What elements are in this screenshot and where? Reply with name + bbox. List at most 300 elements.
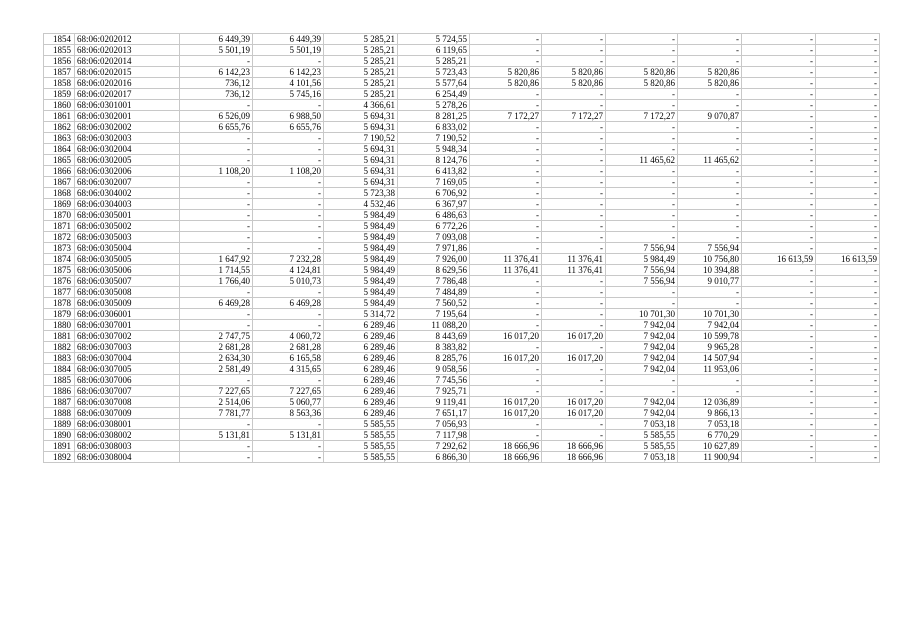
value-cell: - xyxy=(180,133,253,144)
value-cell: - xyxy=(253,243,324,254)
value-cell: - xyxy=(742,56,816,67)
value-cell: 7 926,00 xyxy=(398,254,470,265)
value-cell: 4 060,72 xyxy=(253,331,324,342)
value-cell: 7 056,93 xyxy=(398,419,470,430)
value-cell: 8 281,25 xyxy=(398,111,470,122)
value-cell: 6 165,58 xyxy=(253,353,324,364)
value-cell: 10 599,78 xyxy=(678,331,742,342)
value-cell: - xyxy=(742,100,816,111)
row-number-cell: 1878 xyxy=(44,298,75,309)
value-cell: 5 694,31 xyxy=(324,166,398,177)
value-cell: - xyxy=(606,386,678,397)
value-cell: - xyxy=(742,298,816,309)
value-cell: 11 465,62 xyxy=(678,155,742,166)
value-cell: - xyxy=(678,34,742,45)
value-cell: 5 724,55 xyxy=(398,34,470,45)
cadastral-code-cell: 68:06:0307009 xyxy=(75,408,180,419)
value-cell: 7 560,52 xyxy=(398,298,470,309)
row-number-cell: 1864 xyxy=(44,144,75,155)
value-cell: - xyxy=(816,188,880,199)
value-cell: 6 142,23 xyxy=(180,67,253,78)
value-cell: - xyxy=(542,56,606,67)
value-cell: - xyxy=(678,166,742,177)
value-cell: - xyxy=(742,386,816,397)
table-row xyxy=(44,397,880,408)
value-cell: - xyxy=(606,122,678,133)
value-cell: 8 285,76 xyxy=(398,353,470,364)
cadastral-code-cell: 68:06:0302007 xyxy=(75,177,180,188)
value-cell: - xyxy=(816,199,880,210)
value-cell: 6 486,63 xyxy=(398,210,470,221)
value-cell: 6 289,46 xyxy=(324,353,398,364)
value-cell: 5 285,21 xyxy=(398,56,470,67)
value-cell: - xyxy=(606,34,678,45)
value-cell: 7 172,27 xyxy=(606,111,678,122)
value-cell: - xyxy=(253,188,324,199)
value-cell: 6 289,46 xyxy=(324,331,398,342)
value-cell: 5 501,19 xyxy=(253,45,324,56)
value-cell: 10 701,30 xyxy=(678,309,742,320)
table-row xyxy=(44,408,880,419)
value-cell: - xyxy=(542,375,606,386)
value-cell: 7 942,04 xyxy=(606,331,678,342)
cadastral-code-cell: 68:06:0302003 xyxy=(75,133,180,144)
value-cell: - xyxy=(816,441,880,452)
value-cell: - xyxy=(470,276,542,287)
value-cell: 16 613,59 xyxy=(742,254,816,265)
value-cell: 5 285,21 xyxy=(324,67,398,78)
cadastral-code-cell: 68:06:0307004 xyxy=(75,353,180,364)
value-cell: 7 195,64 xyxy=(398,309,470,320)
value-cell: 7 556,94 xyxy=(606,243,678,254)
value-cell: 736,12 xyxy=(180,89,253,100)
value-cell: - xyxy=(742,375,816,386)
value-cell: - xyxy=(742,166,816,177)
value-cell: 6 119,65 xyxy=(398,45,470,56)
value-cell: 5 820,86 xyxy=(542,67,606,78)
value-cell: 16 017,20 xyxy=(470,397,542,408)
value-cell: - xyxy=(742,419,816,430)
value-cell: - xyxy=(678,210,742,221)
value-cell: - xyxy=(606,56,678,67)
value-cell: - xyxy=(816,133,880,144)
value-cell: - xyxy=(742,309,816,320)
value-cell: 5 820,86 xyxy=(470,78,542,89)
value-cell: 7 292,62 xyxy=(398,441,470,452)
cadastral-code-cell: 68:06:0202012 xyxy=(75,34,180,45)
value-cell: 5 285,21 xyxy=(324,56,398,67)
value-cell: 4 124,81 xyxy=(253,265,324,276)
row-number-cell: 1872 xyxy=(44,232,75,243)
value-cell: - xyxy=(470,375,542,386)
value-cell: 11 376,41 xyxy=(542,265,606,276)
cadastral-code-cell: 68:06:0305008 xyxy=(75,287,180,298)
value-cell: 7 484,89 xyxy=(398,287,470,298)
value-cell: - xyxy=(606,177,678,188)
value-cell: 5 585,55 xyxy=(324,452,398,463)
value-cell: - xyxy=(470,320,542,331)
cadastral-code-cell: 68:06:0301001 xyxy=(75,100,180,111)
value-cell: 16 017,20 xyxy=(542,353,606,364)
value-cell: - xyxy=(742,177,816,188)
table-row xyxy=(44,155,880,166)
cadastral-code-cell: 68:06:0302006 xyxy=(75,166,180,177)
value-cell: - xyxy=(470,221,542,232)
value-cell: - xyxy=(542,34,606,45)
value-cell: - xyxy=(742,441,816,452)
value-cell: 4 101,56 xyxy=(253,78,324,89)
table-row xyxy=(44,331,880,342)
value-cell: 7 117,98 xyxy=(398,430,470,441)
table-row xyxy=(44,56,880,67)
value-cell: - xyxy=(253,441,324,452)
value-cell: - xyxy=(678,45,742,56)
value-cell: - xyxy=(742,331,816,342)
value-cell: - xyxy=(678,133,742,144)
value-cell: - xyxy=(542,386,606,397)
cadastral-code-cell: 68:06:0202017 xyxy=(75,89,180,100)
value-cell: - xyxy=(470,298,542,309)
value-cell: 7 172,27 xyxy=(542,111,606,122)
value-cell: - xyxy=(816,375,880,386)
table-row xyxy=(44,78,880,89)
value-cell: 12 036,89 xyxy=(678,397,742,408)
value-cell: 5 501,19 xyxy=(180,45,253,56)
value-cell: - xyxy=(180,144,253,155)
value-cell: - xyxy=(816,166,880,177)
row-number-cell: 1855 xyxy=(44,45,75,56)
cadastral-code-cell: 68:06:0305002 xyxy=(75,221,180,232)
row-number-cell: 1887 xyxy=(44,397,75,408)
value-cell: 5 131,81 xyxy=(253,430,324,441)
table-row xyxy=(44,298,880,309)
row-number-cell: 1857 xyxy=(44,67,75,78)
value-cell: 16 017,20 xyxy=(470,331,542,342)
row-number-cell: 1870 xyxy=(44,210,75,221)
value-cell: 11 376,41 xyxy=(542,254,606,265)
table-row xyxy=(44,430,880,441)
value-cell: 16 017,20 xyxy=(470,353,542,364)
value-cell: 6 988,50 xyxy=(253,111,324,122)
row-number-cell: 1892 xyxy=(44,452,75,463)
value-cell: - xyxy=(742,188,816,199)
value-cell: 5 745,16 xyxy=(253,89,324,100)
value-cell: - xyxy=(606,232,678,243)
value-cell: 7 053,18 xyxy=(606,419,678,430)
row-number-cell: 1889 xyxy=(44,419,75,430)
value-cell: 16 017,20 xyxy=(470,408,542,419)
value-cell: 5 984,49 xyxy=(324,287,398,298)
value-cell: 2 514,06 xyxy=(180,397,253,408)
row-number-cell: 1880 xyxy=(44,320,75,331)
row-number-cell: 1888 xyxy=(44,408,75,419)
value-cell: 4 366,61 xyxy=(324,100,398,111)
value-cell: - xyxy=(542,199,606,210)
value-cell: 7 971,86 xyxy=(398,243,470,254)
value-cell: - xyxy=(678,287,742,298)
value-cell: - xyxy=(470,122,542,133)
value-cell: 6 469,28 xyxy=(253,298,324,309)
cadastral-code-cell: 68:06:0202015 xyxy=(75,67,180,78)
value-cell: - xyxy=(542,177,606,188)
cadastral-code-cell: 68:06:0307002 xyxy=(75,331,180,342)
value-cell: - xyxy=(470,155,542,166)
value-cell: - xyxy=(180,232,253,243)
value-cell: 7 232,28 xyxy=(253,254,324,265)
value-cell: - xyxy=(742,111,816,122)
value-cell: - xyxy=(816,309,880,320)
value-cell: 6 289,46 xyxy=(324,364,398,375)
value-cell: 5 723,43 xyxy=(398,67,470,78)
value-cell: - xyxy=(742,122,816,133)
value-cell: 1 714,55 xyxy=(180,265,253,276)
row-number-cell: 1858 xyxy=(44,78,75,89)
value-cell: - xyxy=(678,298,742,309)
value-cell: - xyxy=(253,419,324,430)
table-row xyxy=(44,188,880,199)
value-cell: - xyxy=(542,298,606,309)
value-cell: - xyxy=(742,397,816,408)
table-row xyxy=(44,34,880,45)
value-cell: - xyxy=(470,100,542,111)
value-cell: 7 169,05 xyxy=(398,177,470,188)
value-cell: - xyxy=(253,320,324,331)
value-cell: - xyxy=(606,375,678,386)
cadastral-code-cell: 68:06:0302005 xyxy=(75,155,180,166)
table-row xyxy=(44,133,880,144)
row-number-cell: 1862 xyxy=(44,122,75,133)
value-cell: - xyxy=(742,353,816,364)
table-row xyxy=(44,287,880,298)
row-number-cell: 1876 xyxy=(44,276,75,287)
value-cell: - xyxy=(742,199,816,210)
value-cell: 7 942,04 xyxy=(606,397,678,408)
value-cell: - xyxy=(742,78,816,89)
value-cell: - xyxy=(470,287,542,298)
value-cell: - xyxy=(816,155,880,166)
value-cell: - xyxy=(742,210,816,221)
value-cell: - xyxy=(742,144,816,155)
value-cell: - xyxy=(816,100,880,111)
row-number-cell: 1881 xyxy=(44,331,75,342)
value-cell: - xyxy=(542,155,606,166)
value-cell: - xyxy=(542,320,606,331)
value-cell: 6 449,39 xyxy=(253,34,324,45)
cadastral-code-cell: 68:06:0307007 xyxy=(75,386,180,397)
value-cell: 7 053,18 xyxy=(606,452,678,463)
table-body xyxy=(44,34,880,463)
value-cell: 6 289,46 xyxy=(324,342,398,353)
value-cell: 7 942,04 xyxy=(678,320,742,331)
cadastral-code-cell: 68:06:0304003 xyxy=(75,199,180,210)
value-cell: - xyxy=(816,67,880,78)
value-cell: - xyxy=(470,199,542,210)
value-cell: - xyxy=(180,419,253,430)
table-row xyxy=(44,254,880,265)
cadastral-code-cell: 68:06:0305005 xyxy=(75,254,180,265)
value-cell: 5 820,86 xyxy=(606,78,678,89)
table-row xyxy=(44,177,880,188)
row-number-cell: 1890 xyxy=(44,430,75,441)
value-cell: - xyxy=(816,232,880,243)
value-cell: 6 655,76 xyxy=(180,122,253,133)
value-cell: - xyxy=(742,221,816,232)
value-cell: 6 289,46 xyxy=(324,408,398,419)
value-cell: 7 093,08 xyxy=(398,232,470,243)
value-cell: 9 965,28 xyxy=(678,342,742,353)
value-cell: 5 585,55 xyxy=(324,419,398,430)
value-cell: 2 681,28 xyxy=(180,342,253,353)
value-cell: - xyxy=(253,199,324,210)
value-cell: - xyxy=(742,364,816,375)
value-cell: - xyxy=(678,199,742,210)
table-row xyxy=(44,89,880,100)
row-number-cell: 1865 xyxy=(44,155,75,166)
value-cell: 11 088,20 xyxy=(398,320,470,331)
value-cell: 6 449,39 xyxy=(180,34,253,45)
value-cell: 5 820,86 xyxy=(678,78,742,89)
value-cell: - xyxy=(816,287,880,298)
value-cell: - xyxy=(470,309,542,320)
value-cell: 5 694,31 xyxy=(324,177,398,188)
value-cell: 5 948,34 xyxy=(398,144,470,155)
value-cell: 5 285,21 xyxy=(324,89,398,100)
value-cell: - xyxy=(816,221,880,232)
value-cell: 7 227,65 xyxy=(253,386,324,397)
value-cell: - xyxy=(470,232,542,243)
table-row xyxy=(44,265,880,276)
value-cell: 736,12 xyxy=(180,78,253,89)
value-cell: 18 666,96 xyxy=(542,441,606,452)
value-cell: - xyxy=(678,232,742,243)
value-cell: 6 706,92 xyxy=(398,188,470,199)
value-cell: - xyxy=(470,166,542,177)
value-cell: 7 172,27 xyxy=(470,111,542,122)
value-cell: 16 017,20 xyxy=(542,397,606,408)
value-cell: - xyxy=(542,221,606,232)
value-cell: - xyxy=(253,309,324,320)
value-cell: - xyxy=(180,441,253,452)
value-cell: - xyxy=(470,133,542,144)
value-cell: - xyxy=(606,144,678,155)
row-number-cell: 1875 xyxy=(44,265,75,276)
value-cell: - xyxy=(742,276,816,287)
row-number-cell: 1871 xyxy=(44,221,75,232)
table-row xyxy=(44,221,880,232)
value-cell: 10 756,80 xyxy=(678,254,742,265)
value-cell: - xyxy=(180,221,253,232)
cadastral-code-cell: 68:06:0202013 xyxy=(75,45,180,56)
value-cell: - xyxy=(470,210,542,221)
value-cell: - xyxy=(253,232,324,243)
value-cell: 5 314,72 xyxy=(324,309,398,320)
value-cell: - xyxy=(742,243,816,254)
table-row xyxy=(44,210,880,221)
value-cell: - xyxy=(816,430,880,441)
value-cell: 7 942,04 xyxy=(606,320,678,331)
value-cell: - xyxy=(678,56,742,67)
value-cell: - xyxy=(606,166,678,177)
value-cell: 5 984,49 xyxy=(324,232,398,243)
value-cell: - xyxy=(742,287,816,298)
value-cell: 6 833,02 xyxy=(398,122,470,133)
value-cell: - xyxy=(542,45,606,56)
value-cell: - xyxy=(816,364,880,375)
row-number-cell: 1885 xyxy=(44,375,75,386)
cadastral-code-cell: 68:06:0202016 xyxy=(75,78,180,89)
value-cell: 5 984,49 xyxy=(324,265,398,276)
value-cell: - xyxy=(180,243,253,254)
table-row xyxy=(44,144,880,155)
cadastral-code-cell: 68:06:0302002 xyxy=(75,122,180,133)
value-cell: - xyxy=(180,309,253,320)
value-cell: - xyxy=(678,144,742,155)
value-cell: 8 383,82 xyxy=(398,342,470,353)
value-cell: 5 984,49 xyxy=(324,221,398,232)
value-cell: 7 556,94 xyxy=(606,265,678,276)
value-cell: 6 289,46 xyxy=(324,320,398,331)
value-cell: - xyxy=(542,364,606,375)
value-cell: 6 367,97 xyxy=(398,199,470,210)
value-cell: 5 984,49 xyxy=(324,298,398,309)
value-cell: - xyxy=(470,45,542,56)
row-number-cell: 1867 xyxy=(44,177,75,188)
value-cell: 9 070,87 xyxy=(678,111,742,122)
table-row xyxy=(44,243,880,254)
value-cell: 6 866,30 xyxy=(398,452,470,463)
cadastral-code-cell: 68:06:0305009 xyxy=(75,298,180,309)
value-cell: 6 413,82 xyxy=(398,166,470,177)
value-cell: - xyxy=(816,56,880,67)
value-cell: - xyxy=(816,210,880,221)
table-row xyxy=(44,441,880,452)
value-cell: 11 900,94 xyxy=(678,452,742,463)
value-cell: 7 190,52 xyxy=(324,133,398,144)
value-cell: 5 585,55 xyxy=(324,430,398,441)
table-row xyxy=(44,375,880,386)
value-cell: 7 190,52 xyxy=(398,133,470,144)
value-cell: - xyxy=(606,221,678,232)
row-number-cell: 1882 xyxy=(44,342,75,353)
value-cell: - xyxy=(542,144,606,155)
value-cell: 5 694,31 xyxy=(324,144,398,155)
value-cell: 11 953,06 xyxy=(678,364,742,375)
value-cell: - xyxy=(742,430,816,441)
table-row xyxy=(44,45,880,56)
value-cell: - xyxy=(470,243,542,254)
value-cell: 1 108,20 xyxy=(180,166,253,177)
value-cell: - xyxy=(542,122,606,133)
value-cell: 5 820,86 xyxy=(542,78,606,89)
value-cell: - xyxy=(542,188,606,199)
value-cell: 9 058,56 xyxy=(398,364,470,375)
table-row xyxy=(44,166,880,177)
table-row xyxy=(44,386,880,397)
value-cell: 5 984,49 xyxy=(606,254,678,265)
value-cell: - xyxy=(253,155,324,166)
value-cell: - xyxy=(470,419,542,430)
cadastral-code-cell: 68:06:0307008 xyxy=(75,397,180,408)
value-cell: - xyxy=(606,188,678,199)
value-cell: - xyxy=(180,100,253,111)
table-row xyxy=(44,419,880,430)
cadastral-code-cell: 68:06:0302001 xyxy=(75,111,180,122)
value-cell: 9 119,41 xyxy=(398,397,470,408)
value-cell: 2 634,30 xyxy=(180,353,253,364)
value-cell: - xyxy=(742,67,816,78)
value-cell: 5 820,86 xyxy=(606,67,678,78)
value-cell: - xyxy=(470,144,542,155)
